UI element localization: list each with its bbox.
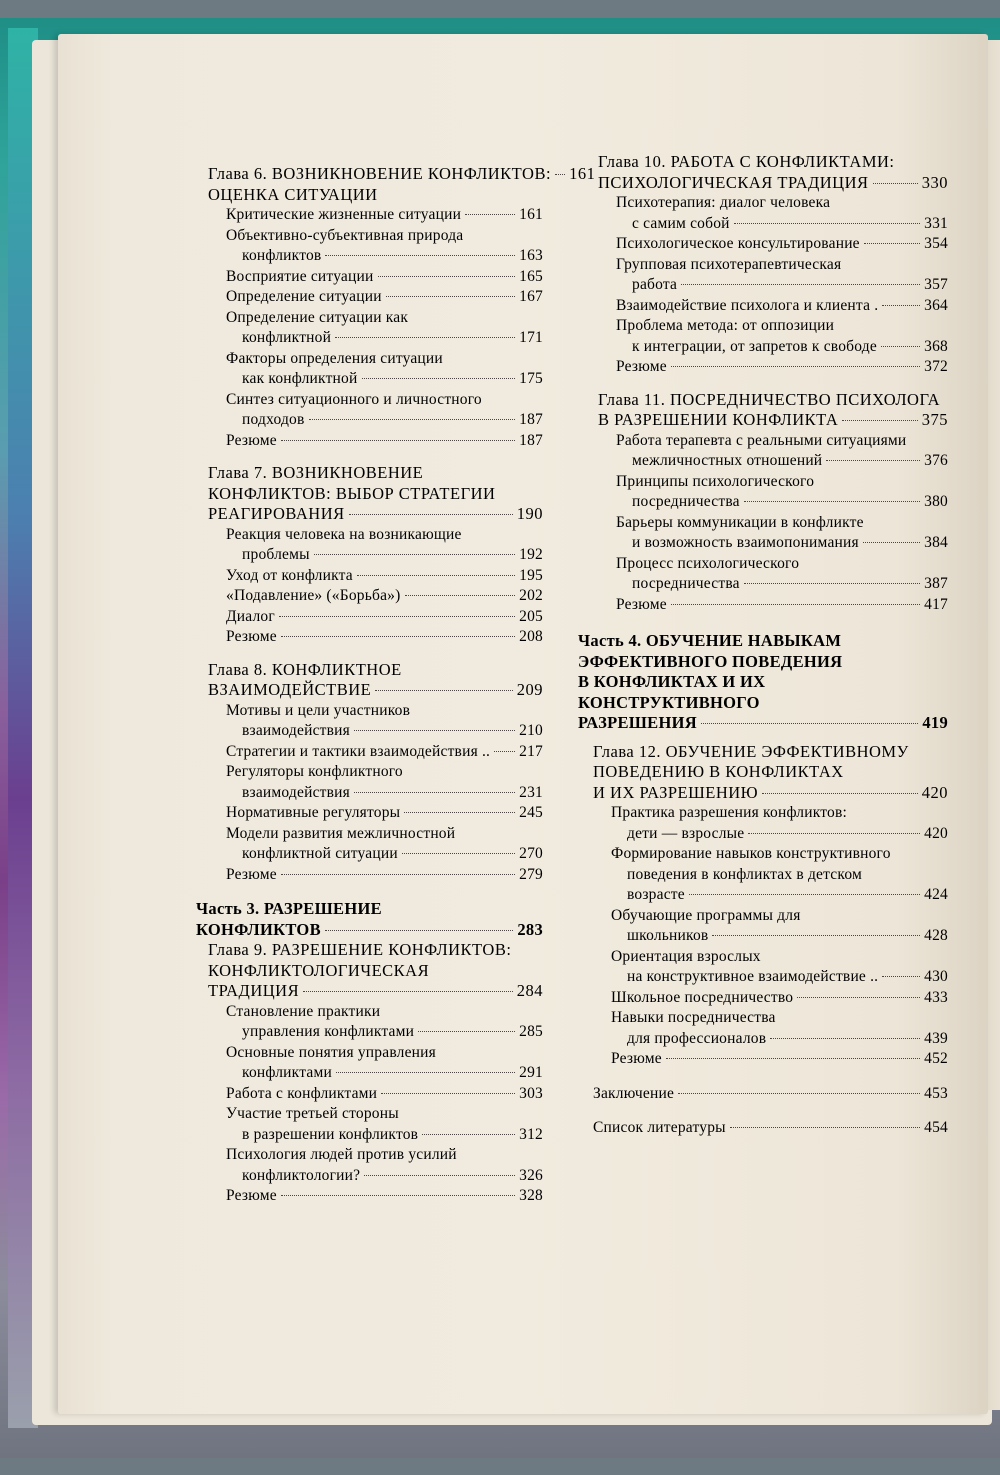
dot-leader <box>404 812 515 813</box>
entry-title: школьников <box>627 927 709 944</box>
dot-leader <box>555 174 565 175</box>
page-number: 380 <box>924 493 948 510</box>
toc-item-line: Работа терапевта с реальными ситуациями <box>616 431 907 449</box>
toc-item-line: Синтез ситуационного и личностного <box>226 390 482 408</box>
toc-item <box>226 431 543 451</box>
chapter-heading: КОНФЛИКТОЛОГИЧЕСКАЯ <box>208 960 430 980</box>
dot-leader <box>770 1038 920 1039</box>
toc-item <box>226 566 543 586</box>
toc-item-line: Процесс психологического <box>616 554 800 572</box>
toc-item-line: Регуляторы конфликтного <box>226 763 403 780</box>
page-number: 328 <box>519 1187 543 1204</box>
chapter-heading <box>208 981 543 1001</box>
chapter-heading: Глава 10. РАБОТА С КОНФЛИКТАМИ: <box>598 152 895 171</box>
entry-title: Резюме <box>226 431 277 449</box>
entry-title: В РАЗРЕШЕНИИ КОНФЛИКТА <box>598 410 839 429</box>
entry-title: Резюме <box>611 1050 662 1067</box>
entry-title: Школьное посредничество <box>611 988 794 1006</box>
entry-title: взаимодействия <box>242 722 350 739</box>
toc-item <box>226 607 543 627</box>
toc-item <box>242 783 543 803</box>
page-number: 195 <box>519 566 543 584</box>
chapter-heading <box>598 410 948 430</box>
dot-leader <box>873 183 918 184</box>
toc-item <box>616 234 948 254</box>
dot-leader <box>378 276 516 277</box>
chapter-heading: КОНФЛИКТОВ: ВЫБОР СТРАТЕГИИ <box>208 483 496 503</box>
page-number: 354 <box>924 235 948 252</box>
dot-leader <box>281 1195 515 1196</box>
dot-leader <box>422 1134 515 1135</box>
dot-leader <box>281 636 515 637</box>
page-number: 202 <box>519 587 543 604</box>
toc-item-line: Барьеры коммуникации в конфликте <box>616 513 864 531</box>
page-number: 284 <box>516 981 543 1000</box>
page-number: 167 <box>519 288 543 305</box>
entry-title: Критические жизненные ситуации <box>226 206 462 223</box>
dot-leader <box>336 1072 515 1073</box>
dot-leader <box>405 595 516 596</box>
page-number: 245 <box>519 804 543 821</box>
dot-leader <box>826 460 920 461</box>
toc-item <box>632 451 948 471</box>
toc-item <box>242 545 543 565</box>
entry-title: посредничества <box>632 575 740 592</box>
conclusion-entry <box>593 1084 948 1104</box>
toc-item <box>627 824 948 844</box>
dot-leader <box>666 1058 920 1059</box>
dot-leader <box>494 751 515 752</box>
entry-title: ТРАДИЦИЯ <box>208 981 300 1000</box>
page-number: 209 <box>516 680 543 699</box>
page-number: 205 <box>519 607 543 625</box>
entry-title: Список литературы <box>593 1119 726 1136</box>
entry-title: Восприятие ситуации <box>226 267 374 285</box>
bibliography-entry <box>593 1118 948 1138</box>
chapter-heading <box>208 504 543 524</box>
dot-leader <box>689 894 920 895</box>
entry-title: Диалог <box>226 607 275 625</box>
page-number: 283 <box>517 919 543 939</box>
page-number: 424 <box>924 886 948 903</box>
dot-leader <box>375 690 513 691</box>
toc-item <box>226 627 543 647</box>
toc-item <box>627 885 948 905</box>
toc-item-line: Формирование навыков конструктивного <box>611 845 891 862</box>
part-heading: Часть 4. ОБУЧЕНИЕ НАВЫКАМ <box>578 631 842 650</box>
toc-item <box>226 742 543 762</box>
entry-title: Уход от конфликта <box>226 566 353 584</box>
chapter-heading: Глава 8. КОНФЛИКТНОЕ <box>208 659 402 679</box>
entry-title: с самим собой <box>632 214 730 232</box>
dot-leader <box>381 1093 515 1094</box>
toc-item <box>226 1186 543 1206</box>
toc-item-line: Ориентация взрослых <box>611 947 761 965</box>
page-number: 270 <box>519 845 543 862</box>
toc-item-line: Модели развития межличностной <box>226 824 456 842</box>
toc-item <box>632 275 948 295</box>
page-number: 192 <box>519 546 543 563</box>
page-number: 217 <box>519 742 543 760</box>
entry-title: для профессионалов <box>627 1029 767 1047</box>
dot-leader <box>734 223 920 224</box>
entry-title: ВЗАИМОДЕЙСТВИЕ <box>208 680 372 699</box>
entry-title: ПСИХОЛОГИЧЕСКАЯ ТРАДИЦИЯ <box>598 172 869 192</box>
page-number: 161 <box>569 164 596 183</box>
toc-item-line: Групповая психотерапевтическая <box>616 255 842 273</box>
toc-item <box>632 574 948 594</box>
chapter-heading: ОЦЕНКА СИТУАЦИИ <box>208 184 378 204</box>
toc-item-line: Практика разрешения конфликтов: <box>611 804 848 821</box>
page-number: 210 <box>519 722 543 739</box>
entry-title: как конфликтной <box>242 370 358 387</box>
part-heading <box>196 920 543 940</box>
chapter-heading: ПОВЕДЕНИЮ В КОНФЛИКТАХ <box>593 762 844 781</box>
chapter-heading: Глава 11. ПОСРЕДНИЧЕСТВО ПСИХОЛОГА <box>598 389 941 409</box>
toc-item <box>242 721 543 741</box>
dot-leader <box>349 514 513 515</box>
page-number: 331 <box>924 214 948 232</box>
page-number: 285 <box>519 1023 543 1040</box>
chapter-heading: Глава 12. ОБУЧЕНИЕ ЭФФЕКТИВНОМУ <box>593 741 909 761</box>
toc-item-line: Психология людей против усилий <box>226 1146 457 1163</box>
entry-title: дети — взрослые <box>627 824 745 842</box>
page-number: 420 <box>921 782 948 802</box>
entry-title: Резюме <box>616 595 667 613</box>
entry-title: конфликтной <box>242 329 332 346</box>
page-number: 161 <box>519 206 543 223</box>
page-number: 364 <box>924 296 948 314</box>
page-number: 430 <box>924 968 948 985</box>
dot-leader <box>418 1031 515 1032</box>
dot-leader <box>465 214 515 215</box>
toc-item <box>632 533 948 553</box>
dot-leader <box>303 991 513 992</box>
chapter-heading: Глава 9. РАЗРЕШЕНИЕ КОНФЛИКТОВ: <box>208 940 512 959</box>
toc-item <box>611 988 948 1008</box>
toc-item <box>242 1166 543 1186</box>
part-heading: ЭФФЕКТИВНОГО ПОВЕДЕНИЯ <box>578 651 843 671</box>
toc-item <box>242 1125 543 1145</box>
toc-item <box>627 926 948 946</box>
toc-item <box>242 844 543 864</box>
dot-leader <box>864 243 920 244</box>
page-number: 303 <box>519 1084 543 1102</box>
page-number: 376 <box>924 452 948 469</box>
dot-leader <box>386 296 515 297</box>
toc-item-line: Психотерапия: диалог человека <box>616 194 831 211</box>
dot-leader <box>354 730 515 731</box>
entry-title: Резюме <box>616 358 667 375</box>
dot-leader <box>882 976 920 977</box>
page-number: 372 <box>924 358 948 375</box>
toc-item-line: Мотивы и цели участников <box>226 701 411 719</box>
toc-item <box>226 1084 543 1104</box>
part-heading: В КОНФЛИКТАХ И ИХ <box>578 672 766 691</box>
entry-title: конфликтной ситуации <box>242 845 398 862</box>
toc-item-line: Навыки посредничества <box>611 1009 776 1026</box>
page-number: 190 <box>516 504 543 523</box>
toc-item <box>616 357 948 377</box>
page-number: 417 <box>924 595 948 613</box>
toc-item <box>242 246 543 266</box>
dot-leader <box>744 501 920 502</box>
page-number: 420 <box>924 824 948 842</box>
toc-item <box>226 205 543 225</box>
chapter-heading <box>208 164 596 184</box>
page-number: 419 <box>922 713 948 732</box>
page-number: 291 <box>519 1064 543 1081</box>
toc-item <box>616 595 948 615</box>
dot-leader <box>701 723 918 724</box>
dot-leader <box>325 255 515 256</box>
dot-leader <box>678 1093 920 1094</box>
toc-item <box>226 267 543 287</box>
toc-item-line: Факторы определения ситуации <box>226 349 443 367</box>
entry-title: и возможность взаимопонимания <box>632 534 859 551</box>
entry-title: работа <box>632 276 678 293</box>
entry-title: И ИХ РАЗРЕШЕНИЮ <box>593 782 759 802</box>
page-number: 163 <box>519 247 543 264</box>
dot-leader <box>797 997 920 998</box>
dot-leader <box>671 366 920 367</box>
dot-leader <box>402 853 515 854</box>
toc-item <box>226 287 543 307</box>
entry-title: к интеграции, от запретов к свободе <box>632 337 877 355</box>
entry-title: на конструктивное взаимодействие .. <box>627 968 879 985</box>
page-number: 187 <box>519 431 543 449</box>
entry-title: Нормативные регуляторы <box>226 804 401 821</box>
toc-item <box>616 296 948 316</box>
page-number: 279 <box>519 865 543 883</box>
entry-title: возрасте <box>627 886 685 903</box>
toc-item-line: Реакция человека на возникающие <box>226 525 462 543</box>
entry-title: посредничества <box>632 493 740 510</box>
dot-leader <box>335 337 515 338</box>
page-number: 428 <box>924 927 948 944</box>
entry-title: КОНФЛИКТОВ <box>196 919 321 939</box>
toc-item <box>242 410 543 430</box>
toc-item-line: Принципы психологического <box>616 472 815 490</box>
page-number: 312 <box>519 1125 543 1143</box>
page-number: 433 <box>924 988 948 1006</box>
toc-item-line: Основные понятия управления <box>226 1043 436 1061</box>
entry-title: Взаимодействие психолога и клиента . <box>616 296 879 314</box>
toc-item-line: Определение ситуации как <box>226 308 409 326</box>
part-heading: Часть 3. РАЗРЕШЕНИЕ <box>196 899 382 918</box>
page-number: 357 <box>924 276 948 293</box>
entry-title: РЕАГИРОВАНИЯ <box>208 504 345 523</box>
chapter-heading <box>593 783 948 803</box>
entry-title: конфликтов <box>242 247 322 264</box>
dot-leader <box>681 284 920 285</box>
dot-leader <box>309 419 516 420</box>
toc-item-line: Объективно-субъективная природа <box>226 226 464 244</box>
entry-title: управления конфликтами <box>242 1023 415 1040</box>
dot-leader <box>748 833 920 834</box>
dot-leader <box>671 604 920 605</box>
dot-leader <box>362 378 516 379</box>
page-number: 439 <box>924 1029 948 1047</box>
entry-title: Работа с конфликтами <box>226 1084 378 1102</box>
toc-item <box>632 492 948 512</box>
entry-title: РАЗРЕШЕНИЯ <box>578 713 697 732</box>
dot-leader <box>882 305 920 306</box>
toc-item <box>242 369 543 389</box>
page-number: 231 <box>519 783 543 801</box>
toc-item <box>226 586 543 606</box>
page-number: 368 <box>924 337 948 355</box>
dot-leader <box>842 420 917 421</box>
toc-item <box>226 803 543 823</box>
toc-item <box>632 214 948 234</box>
page-number: 208 <box>519 628 543 645</box>
toc-item <box>632 337 948 357</box>
dot-leader <box>281 440 515 441</box>
page-number: 453 <box>924 1084 948 1102</box>
toc-item-line: Проблема метода: от оппозиции <box>616 317 835 334</box>
entry-title: подходов <box>242 411 305 428</box>
dot-leader <box>881 346 920 347</box>
chapter-heading: Глава 7. ВОЗНИКНОВЕНИЕ <box>208 463 424 482</box>
entry-title: «Подавление» («Борьба») <box>226 587 401 604</box>
entry-title: конфликтологии? <box>242 1166 361 1184</box>
entry-title: Стратегии и тактики взаимодействия .. <box>226 742 491 760</box>
page-number: 187 <box>519 411 543 428</box>
toc-item <box>627 1029 948 1049</box>
page-number: 330 <box>921 172 948 192</box>
entry-title: Резюме <box>226 1187 277 1204</box>
dot-leader <box>744 583 920 584</box>
page-number: 326 <box>519 1166 543 1184</box>
dot-leader <box>762 793 918 794</box>
entry-title: проблемы <box>242 546 310 563</box>
dot-leader <box>279 616 515 617</box>
part-heading <box>578 713 948 733</box>
toc-item <box>627 967 948 987</box>
entry-title: Заключение <box>593 1084 675 1102</box>
entry-title: Глава 6. ВОЗНИКНОВЕНИЕ КОНФЛИКТОВ: <box>208 164 552 183</box>
entry-title: Определение ситуации <box>226 288 382 305</box>
dot-leader <box>730 1127 920 1128</box>
toc-item <box>242 328 543 348</box>
dot-leader <box>357 575 515 576</box>
toc-item <box>242 1022 543 1042</box>
entry-title: Резюме <box>226 628 277 645</box>
toc-item <box>611 1049 948 1069</box>
dot-leader <box>281 874 515 875</box>
dot-leader <box>325 930 513 931</box>
toc-item-line: Становление практики <box>226 1002 381 1020</box>
toc-item-line: Участие третьей стороны <box>226 1105 399 1122</box>
toc-item <box>242 1063 543 1083</box>
toc-item-line: поведения в конфликтах в детском <box>627 865 862 883</box>
entry-title: межличностных отношений <box>632 452 823 469</box>
dot-leader <box>712 935 920 936</box>
part-heading: КОНСТРУКТИВНОГО <box>578 692 760 712</box>
entry-title: Резюме <box>226 865 277 883</box>
dot-leader <box>354 792 515 793</box>
page-number: 171 <box>519 329 543 346</box>
entry-title: Психологическое консультирование <box>616 235 860 252</box>
chapter-heading <box>598 173 948 193</box>
entry-title: в разрешении конфликтов <box>242 1125 419 1143</box>
page-number: 165 <box>519 267 543 285</box>
toc-page <box>58 34 988 1414</box>
dot-leader <box>364 1175 515 1176</box>
dot-leader <box>863 542 920 543</box>
page-number: 454 <box>924 1119 948 1136</box>
page-number: 452 <box>924 1050 948 1067</box>
toc-item-line: Обучающие программы для <box>611 906 801 924</box>
page-number: 384 <box>924 534 948 551</box>
entry-title: взаимодействия <box>242 783 350 801</box>
page-number: 387 <box>924 575 948 592</box>
dot-leader <box>314 554 515 555</box>
entry-title: конфликтами <box>242 1064 332 1081</box>
chapter-heading <box>208 680 543 700</box>
page-number: 375 <box>921 410 948 429</box>
page-number: 175 <box>519 370 543 387</box>
toc-item <box>226 865 543 885</box>
